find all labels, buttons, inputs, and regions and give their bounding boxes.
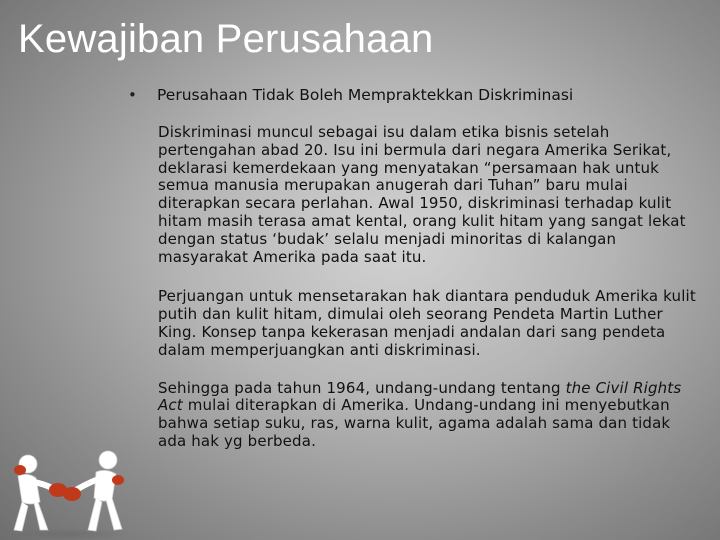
- slide-content: [120, 84, 700, 451]
- paragraph-civil-rights-act: [158, 380, 700, 451]
- bullet-item: [120, 84, 700, 106]
- bullet-text: Perusahaan Tidak Boleh Mempraktekkan Diskriminasi: [157, 86, 574, 104]
- paragraph-civil-rights-act-end: mulai diterapkan di Amerika. Undang-undang ini menyebutkan bahwa setiap suku, ras, warna kulit, agama adalah sama dan tidak ada hak yg berbeda.: [158, 396, 671, 450]
- civil-rights-act-term: the Civil Rights Act: [158, 378, 682, 415]
- slide-title: Kewajiban Perusahaan: [18, 17, 434, 61]
- boxing-figures-illustration: [0, 440, 140, 540]
- paragraph-civil-rights-act-start: Sehingga pada tahun 1964, undang-undang tentang: [158, 378, 566, 397]
- bullet-icon: •: [128, 86, 137, 104]
- right-figure: [76, 451, 122, 531]
- right-boxing-glove: [63, 487, 81, 501]
- paragraph-civil-rights-struggle: Perjuangan untuk mensetarakan hak diantara penduduk Amerika kulit putih dan kulit hitam, dimulai oleh seorang Pendeta Martin Luther King. Konsep tanpa kekerasan menjadi andalan dari sang pendeta dalam memperjuangkan anti diskriminasi.: [158, 287, 696, 359]
- paragraph-discrimination-history: Diskriminasi muncul sebagai isu dalam etika bisnis setelah pertengahan abad 20. Isu ini bermula dari negara Amerika Serikat, deklarasi kemerdekaan yang menyatakan “persamaan hak untuk semua manusia merupakan anugerah dari Tuhan” baru mulai diterapkan secara perlahan. Awal 1950, diskriminasi terhadap kulit hitam masih terasa amat kental, orang kulit hitam yang sangat lekat dengan status ‘budak’ selalu menjadi minoritas di kalangan masyarakat Amerika pada saat itu.: [158, 123, 686, 266]
